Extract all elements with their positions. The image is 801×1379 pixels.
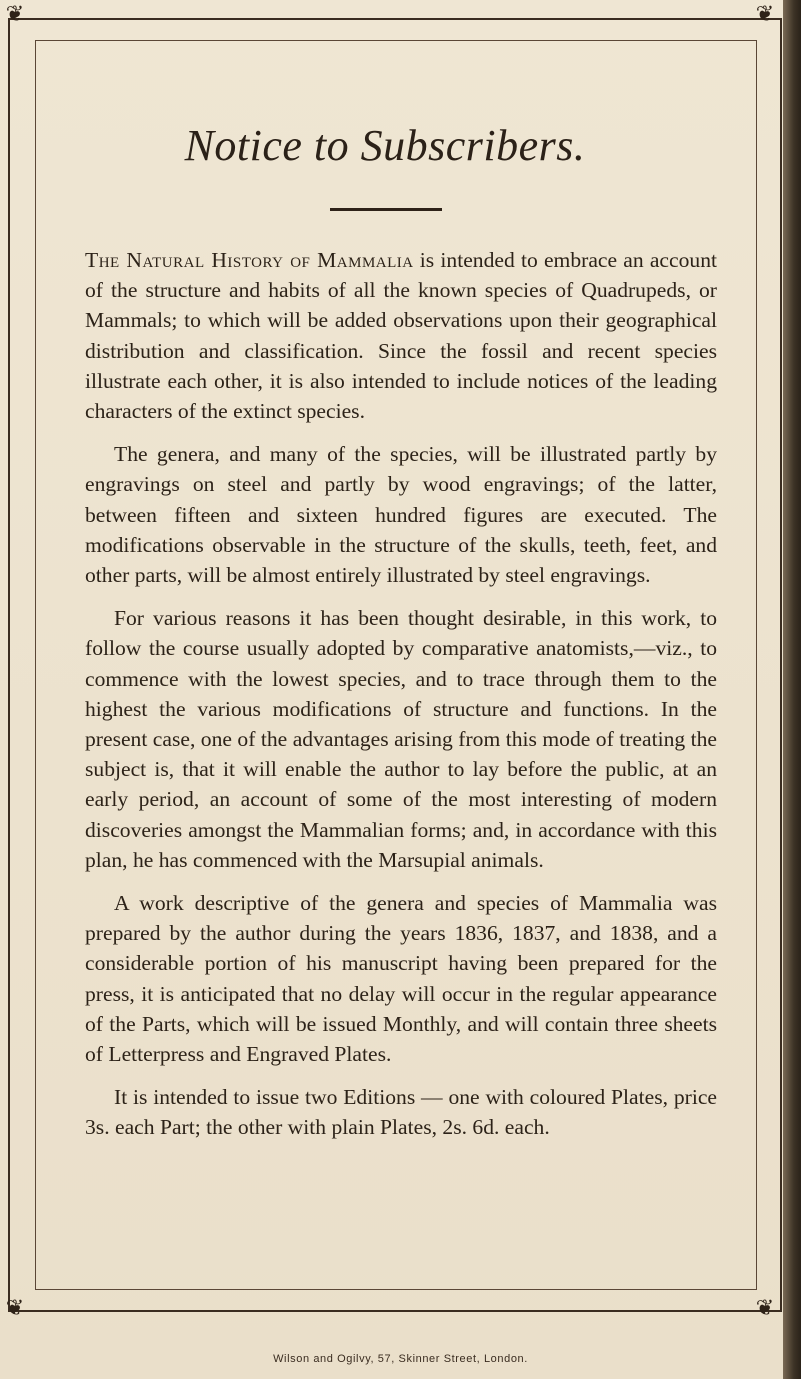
title-divider (330, 208, 442, 211)
printer-imprint: Wilson and Ogilvy, 57, Skinner Street, London. (273, 1353, 528, 1365)
page-title: Notice to Subscribers. (184, 121, 586, 170)
paragraph-intro-text: is intended to embrace an account of the structure and habits of all the known species of Quadrupeds, or Mammals; to which will be added observations upon their geographical distribution and classification. Since the fossil and recent species illustrate each other, it is also intended to include notices of the leading characters of the extinct species. (85, 248, 717, 424)
corner-ornament-icon: ❦ (755, 1296, 775, 1321)
paragraph-illustrations: The genera, and many of the species, will be illustrated partly by engravings on steel and partly by wood engravings; of the latter, between fifteen and sixteen hundred figures are executed. The modifications observable in the structure of the skulls, teeth, feet, and other parts, will be almost entirely illustrated by steel engravings. (85, 442, 717, 588)
work-title: The Natural History of Mammalia (85, 248, 414, 272)
corner-ornament-icon: ❦ (5, 2, 25, 27)
notice-body (85, 245, 717, 1156)
corner-ornament-icon: ❦ (755, 2, 775, 27)
corner-ornament-icon: ❦ (5, 1296, 25, 1321)
paragraph-publication: A work descriptive of the genera and species of Mammalia was prepared by the author during the years 1836, 1837, and 1838, and a considerable portion of his manuscript having been prepared for the press, it is anticipated that no delay will occur in the regular appearance of the Parts, which will be issued Monthly, and will contain three sheets of Letterpress and Engraved Plates. (85, 891, 717, 1067)
paragraph-arrangement: For various reasons it has been thought desirable, in this work, to follow the course usually adopted by comparative anatomists,—viz., to commence with the lowest species, and to trace through them to the highest the various modifications of structure and functions. In the present case, one of the advantages arising from this mode of treating the subject is, that it will enable the author to lay before the public, at an early period, an account of some of the most interesting of modern discoveries amongst the Mammalian forms; and, in accordance with this plan, he has commenced with the Marsupial animals. (85, 606, 717, 872)
page-edge-shadow (783, 0, 801, 1379)
paragraph-intro (85, 245, 717, 426)
paragraph-editions: It is intended to issue two Editions — one with coloured Plates, price 3s. each Part; the other with plain Plates, 2s. 6d. each. (85, 1085, 717, 1140)
